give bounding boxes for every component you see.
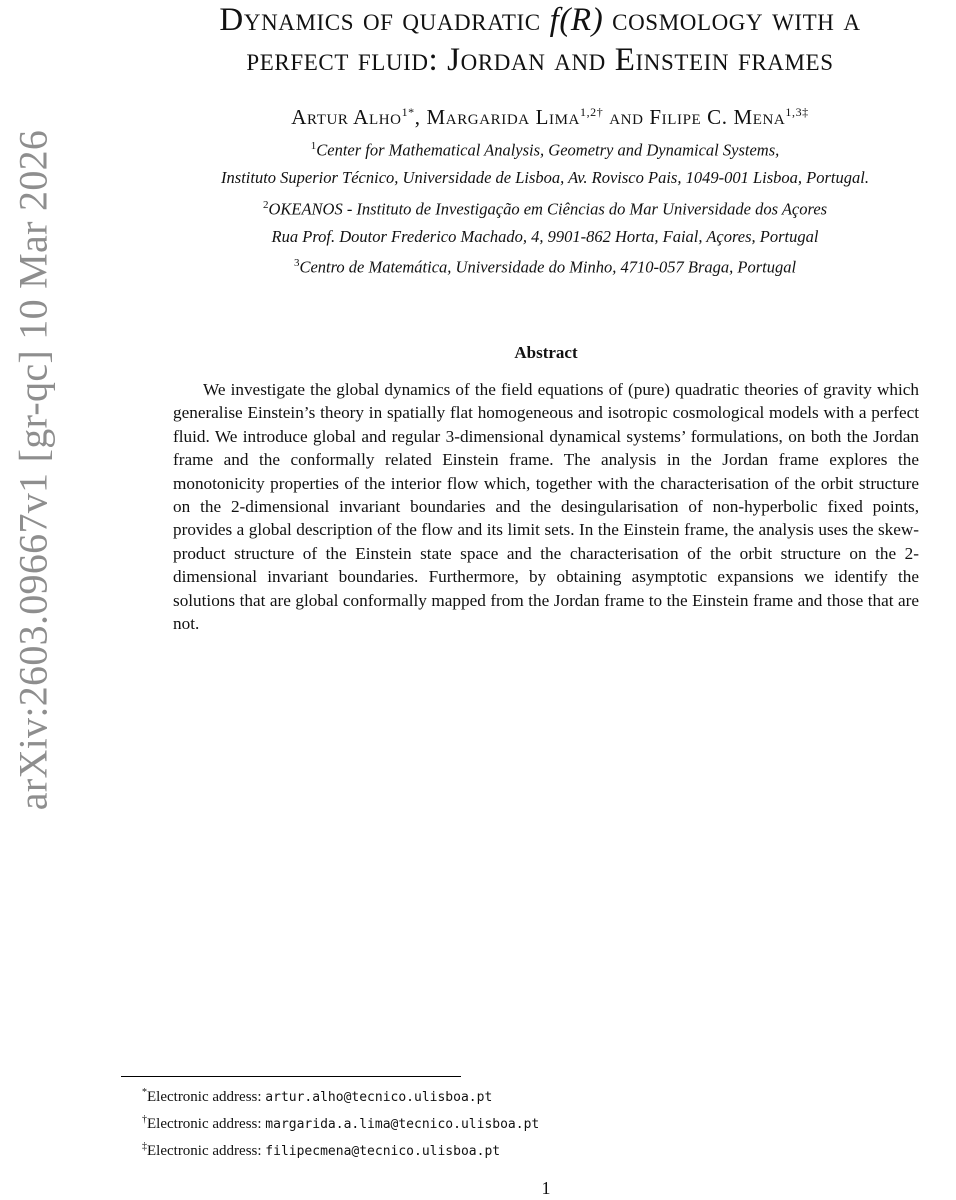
author-list <box>140 105 956 130</box>
email-address: artur.alho@tecnico.ulisboa.pt <box>265 1090 493 1105</box>
arxiv-identifier: arXiv:2603.09667v1 [gr-qc] 10 Mar 2026 <box>10 129 56 811</box>
affiliation-marker: 1 <box>310 140 317 152</box>
affiliation-3 <box>130 250 956 281</box>
author-affiliation-marker: 1,2† <box>579 105 604 119</box>
email-address: margarida.a.lima@tecnico.ulisboa.pt <box>265 1117 540 1132</box>
footnote-marker: ‡ <box>142 1141 147 1152</box>
paper-title <box>140 0 940 80</box>
title-line-2: perfect fluid: Jordan and Einstein frames <box>246 42 834 78</box>
affiliation-marker: 2 <box>262 198 269 211</box>
footnote-label: Electronic address: <box>147 1089 266 1105</box>
author-separator: , <box>414 105 427 129</box>
author-affiliation-marker: 1,3‡ <box>785 105 809 119</box>
page-number: 1 <box>541 1178 551 1198</box>
affiliation-text: OKEANOS - Instituto de Investigação em Ciências do Mar Universidade dos Açores <box>268 199 828 218</box>
author-separator: and <box>603 105 650 129</box>
affiliation-2 <box>130 192 956 223</box>
footnote-label: Electronic address: <box>147 1143 266 1159</box>
author-name: Filipe C. Mena <box>649 105 786 129</box>
author-name: Margarida Lima <box>426 105 580 129</box>
abstract-heading: Abstract <box>514 343 578 362</box>
abstract-text: We investigate the global dynamics of the field equations of (pure) quadratic theories of gravity which generalise Einstein’s theory in spatially flat homogeneous and isotropic cosmological models with a perfect fluid. We introduce global and regular 3-dimensional dynamical systems’ formulations, on both the Jordan frame and the conformally related Einstein frame. The analysis in the Jordan frame explores the monotonicity properties of the interior flow which, together with the characterisation of the orbit structure on the 2-dimensional invariant boundaries and the desingularisation of non-hyperbolic fixed points, provides a global description of the flow and its limit sets. In the Einstein frame, the analysis uses the skew-product structure of the Einstein state space and the characterisation of the orbit structure on the 2-dimensional invariant boundaries. Furthermore, by obtaining asymptotic expansions we identify the solutions that are global conformally mapped from the Jordan frame to the Einstein frame and those that are not. <box>173 380 919 634</box>
footnote-marker: † <box>142 1114 147 1125</box>
footnotes <box>142 1082 539 1163</box>
affiliation-1-address: Instituto Superior Técnico, Universidade de Lisboa, Av. Rovisco Pais, 1049-001 Lisboa, Portugal. <box>221 168 869 187</box>
footnote-marker: * <box>142 1087 147 1098</box>
title-text-start: Dynamics of quadratic <box>219 2 550 38</box>
footnote <box>142 1109 539 1136</box>
affiliation-text: Center for Mathematical Analysis, Geometry and Dynamical Systems, <box>316 140 780 160</box>
email-address: filipecmena@tecnico.ulisboa.pt <box>265 1144 501 1159</box>
author-affiliation-marker: 1* <box>401 105 415 119</box>
title-line-1 <box>140 0 940 40</box>
affiliation-1 <box>130 133 956 164</box>
footnote <box>142 1136 539 1163</box>
affiliation-2-address: Rua Prof. Doutor Frederico Machado, 4, 9901-862 Horta, Faial, Açores, Portugal <box>271 226 819 246</box>
footnote-label: Electronic address: <box>147 1116 266 1132</box>
affiliation-text: Centro de Matemática, Universidade do Minho, 4710-057 Braga, Portugal <box>299 257 797 277</box>
footnote <box>142 1082 539 1109</box>
affiliations <box>130 133 956 281</box>
title-text-end: cosmology with a <box>603 2 861 38</box>
affiliation-marker: 3 <box>293 257 300 269</box>
author-name: Artur Alho <box>291 105 402 129</box>
footnote-rule <box>121 1076 461 1077</box>
title-math: f(R) <box>549 2 604 38</box>
